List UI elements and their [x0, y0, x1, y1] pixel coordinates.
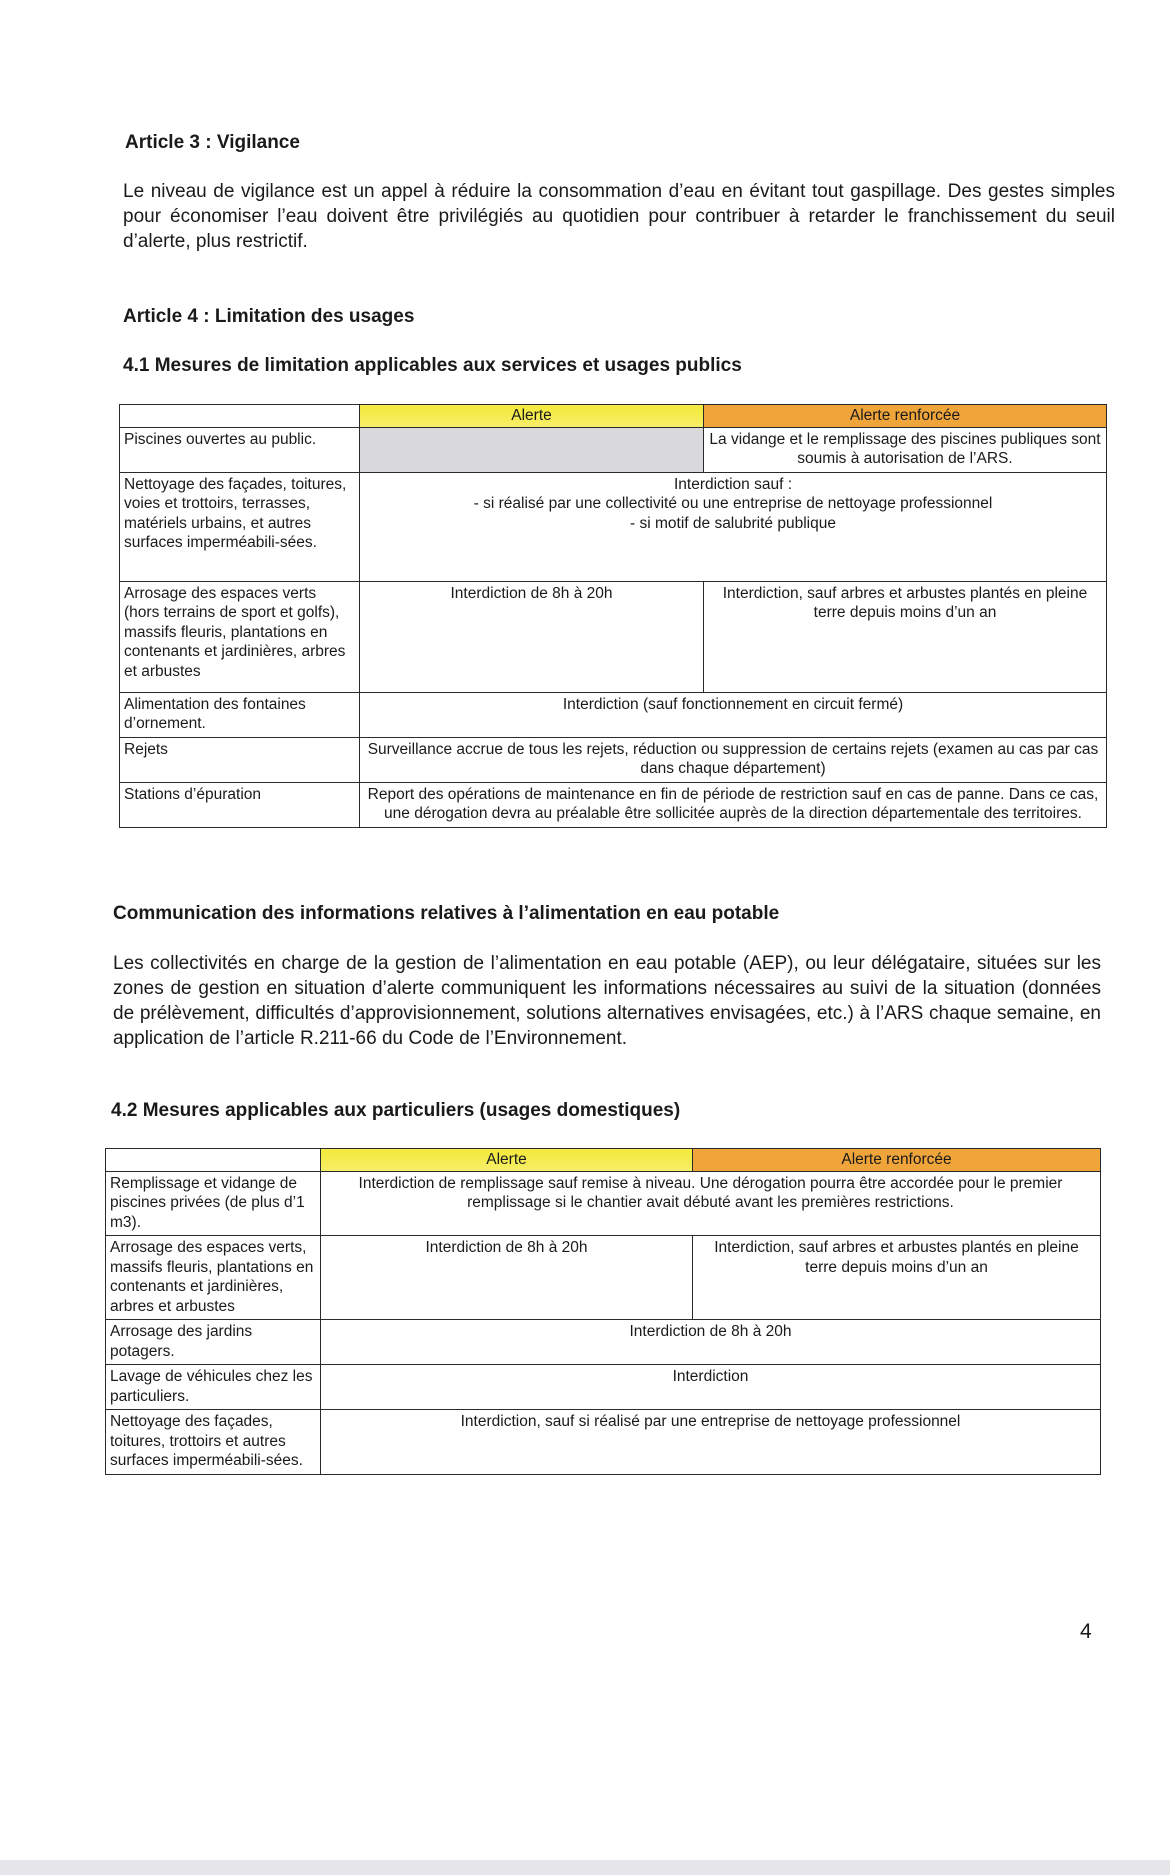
- merged-cell: Interdiction de remplissage sauf remise à niveau. Une dérogation pourra être accordée pour le premier remplissage si le chantier avait débuté avant les premières restrictions.: [321, 1171, 1101, 1236]
- table-row: [120, 782, 1107, 827]
- section42-title: 4.2 Mesures applicables aux particuliers (usages domestiques): [111, 1100, 681, 1121]
- table-row: [106, 1236, 1101, 1320]
- merged-cell: Surveillance accrue de tous les rejets, réduction ou suppression de certains rejets (examen au cas par cas dans chaque département): [360, 737, 1107, 782]
- row-label: Stations d’épuration: [120, 782, 360, 827]
- table-header-row: [106, 1149, 1101, 1172]
- table-public-uses: [119, 404, 1107, 828]
- article4-title: Article 4 : Limitation des usages: [123, 306, 415, 327]
- communication-title: Communication des informations relatives à l’alimentation en eau potable: [113, 903, 780, 924]
- merged-cell: [360, 472, 1107, 581]
- communication-text: Les collectivités en charge de la gestion de l’alimentation en eau potable (AEP), ou leur délégataire, situées sur les zones de gestion en situation d’alerte communiquent les informations nécessaires au suivi de la situation (données de prélèvement, difficultés d’approvisionnement, solutions alternatives envisagées, etc.) à l’ARS chaque semaine, en application de l’article R.211-66 du Code de l’Environnement.: [113, 953, 1101, 1049]
- header-alerte-renforcee: Alerte renforcée: [704, 405, 1107, 428]
- table-row: [106, 1365, 1101, 1410]
- row-label: Nettoyage des façades, toitures, trottoirs et autres surfaces imperméabili-sées.: [106, 1410, 321, 1475]
- merged-cell: Report des opérations de maintenance en fin de période de restriction sauf en cas de panne. Dans ce cas, une dérogation devra au préalable être sollicitée auprès de la direction départementale des territoires.: [360, 782, 1107, 827]
- cell-line: Interdiction sauf :: [673, 475, 793, 493]
- article3-title: Article 3 : Vigilance: [125, 132, 300, 153]
- merged-cell: Interdiction, sauf si réalisé par une entreprise de nettoyage professionnel: [321, 1410, 1101, 1475]
- renforcee-cell: La vidange et le remplissage des piscines publiques sont soumis à autorisation de l’ARS.: [704, 427, 1107, 472]
- header-alerte: Alerte: [360, 405, 704, 428]
- row-label: Remplissage et vidange de piscines privées (de plus d’1 m3).: [106, 1171, 321, 1236]
- row-label: Piscines ouvertes au public.: [120, 427, 360, 472]
- alerte-cell: Interdiction de 8h à 20h: [360, 581, 704, 692]
- table-row: [120, 737, 1107, 782]
- table-row: [106, 1171, 1101, 1236]
- empty-alerte-cell: [360, 427, 704, 472]
- table-row: [120, 692, 1107, 737]
- table-row: [120, 427, 1107, 472]
- row-label: Nettoyage des façades, toitures, voies et trottoirs, terrasses, matériels urbains, et autres surfaces imperméabili-sées.: [120, 472, 360, 581]
- merged-cell: Interdiction (sauf fonctionnement en circuit fermé): [360, 692, 1107, 737]
- table-row: [120, 472, 1107, 581]
- row-label: Rejets: [120, 737, 360, 782]
- row-label: Arrosage des jardins potagers.: [106, 1320, 321, 1365]
- alerte-cell: Interdiction de 8h à 20h: [321, 1236, 693, 1320]
- table-row: [120, 581, 1107, 692]
- header-alerte-renforcee: Alerte renforcée: [693, 1149, 1101, 1172]
- table-header-row: [120, 405, 1107, 428]
- article3-text: Le niveau de vigilance est un appel à réduire la consommation d’eau en évitant tout gaspillage. Des gestes simples pour économiser l’eau doivent être privilégiés au quotidien pour contribuer à retarder le franchissement du seuil d’alerte, plus restrictif.: [123, 181, 1115, 252]
- header-empty-cell: [106, 1149, 321, 1172]
- cell-line: - si réalisé par une collectivité ou une entreprise de nettoyage professionnel: [473, 495, 993, 512]
- table-row: [106, 1320, 1101, 1365]
- row-label: Alimentation des fontaines d’ornement.: [120, 692, 360, 737]
- header-empty-cell: [120, 405, 360, 428]
- cell-line: - si motif de salubrité publique: [630, 514, 836, 532]
- header-alerte: Alerte: [321, 1149, 693, 1172]
- renforcee-cell: Interdiction, sauf arbres et arbustes plantés en pleine terre depuis moins d’un an: [693, 1236, 1101, 1320]
- renforcee-cell: Interdiction, sauf arbres et arbustes plantés en pleine terre depuis moins d’un an: [704, 581, 1107, 692]
- row-label: Arrosage des espaces verts (hors terrains de sport et golfs), massifs fleuris, plantations en contenants et jardinières, arbres et arbustes: [120, 581, 360, 692]
- section41-title: 4.1 Mesures de limitation applicables aux services et usages publics: [123, 355, 742, 376]
- merged-cell: Interdiction: [321, 1365, 1101, 1410]
- merged-cell: Interdiction de 8h à 20h: [321, 1320, 1101, 1365]
- table-domestic-uses: [105, 1148, 1101, 1475]
- row-label: Arrosage des espaces verts, massifs fleuris, plantations en contenants et jardinières, arbres et arbustes: [106, 1236, 321, 1320]
- row-label: Lavage de véhicules chez les particuliers.: [106, 1365, 321, 1410]
- table-row: [106, 1410, 1101, 1475]
- viewer-bottom-bar: [0, 1860, 1170, 1875]
- page-number: 4: [1080, 1620, 1092, 1643]
